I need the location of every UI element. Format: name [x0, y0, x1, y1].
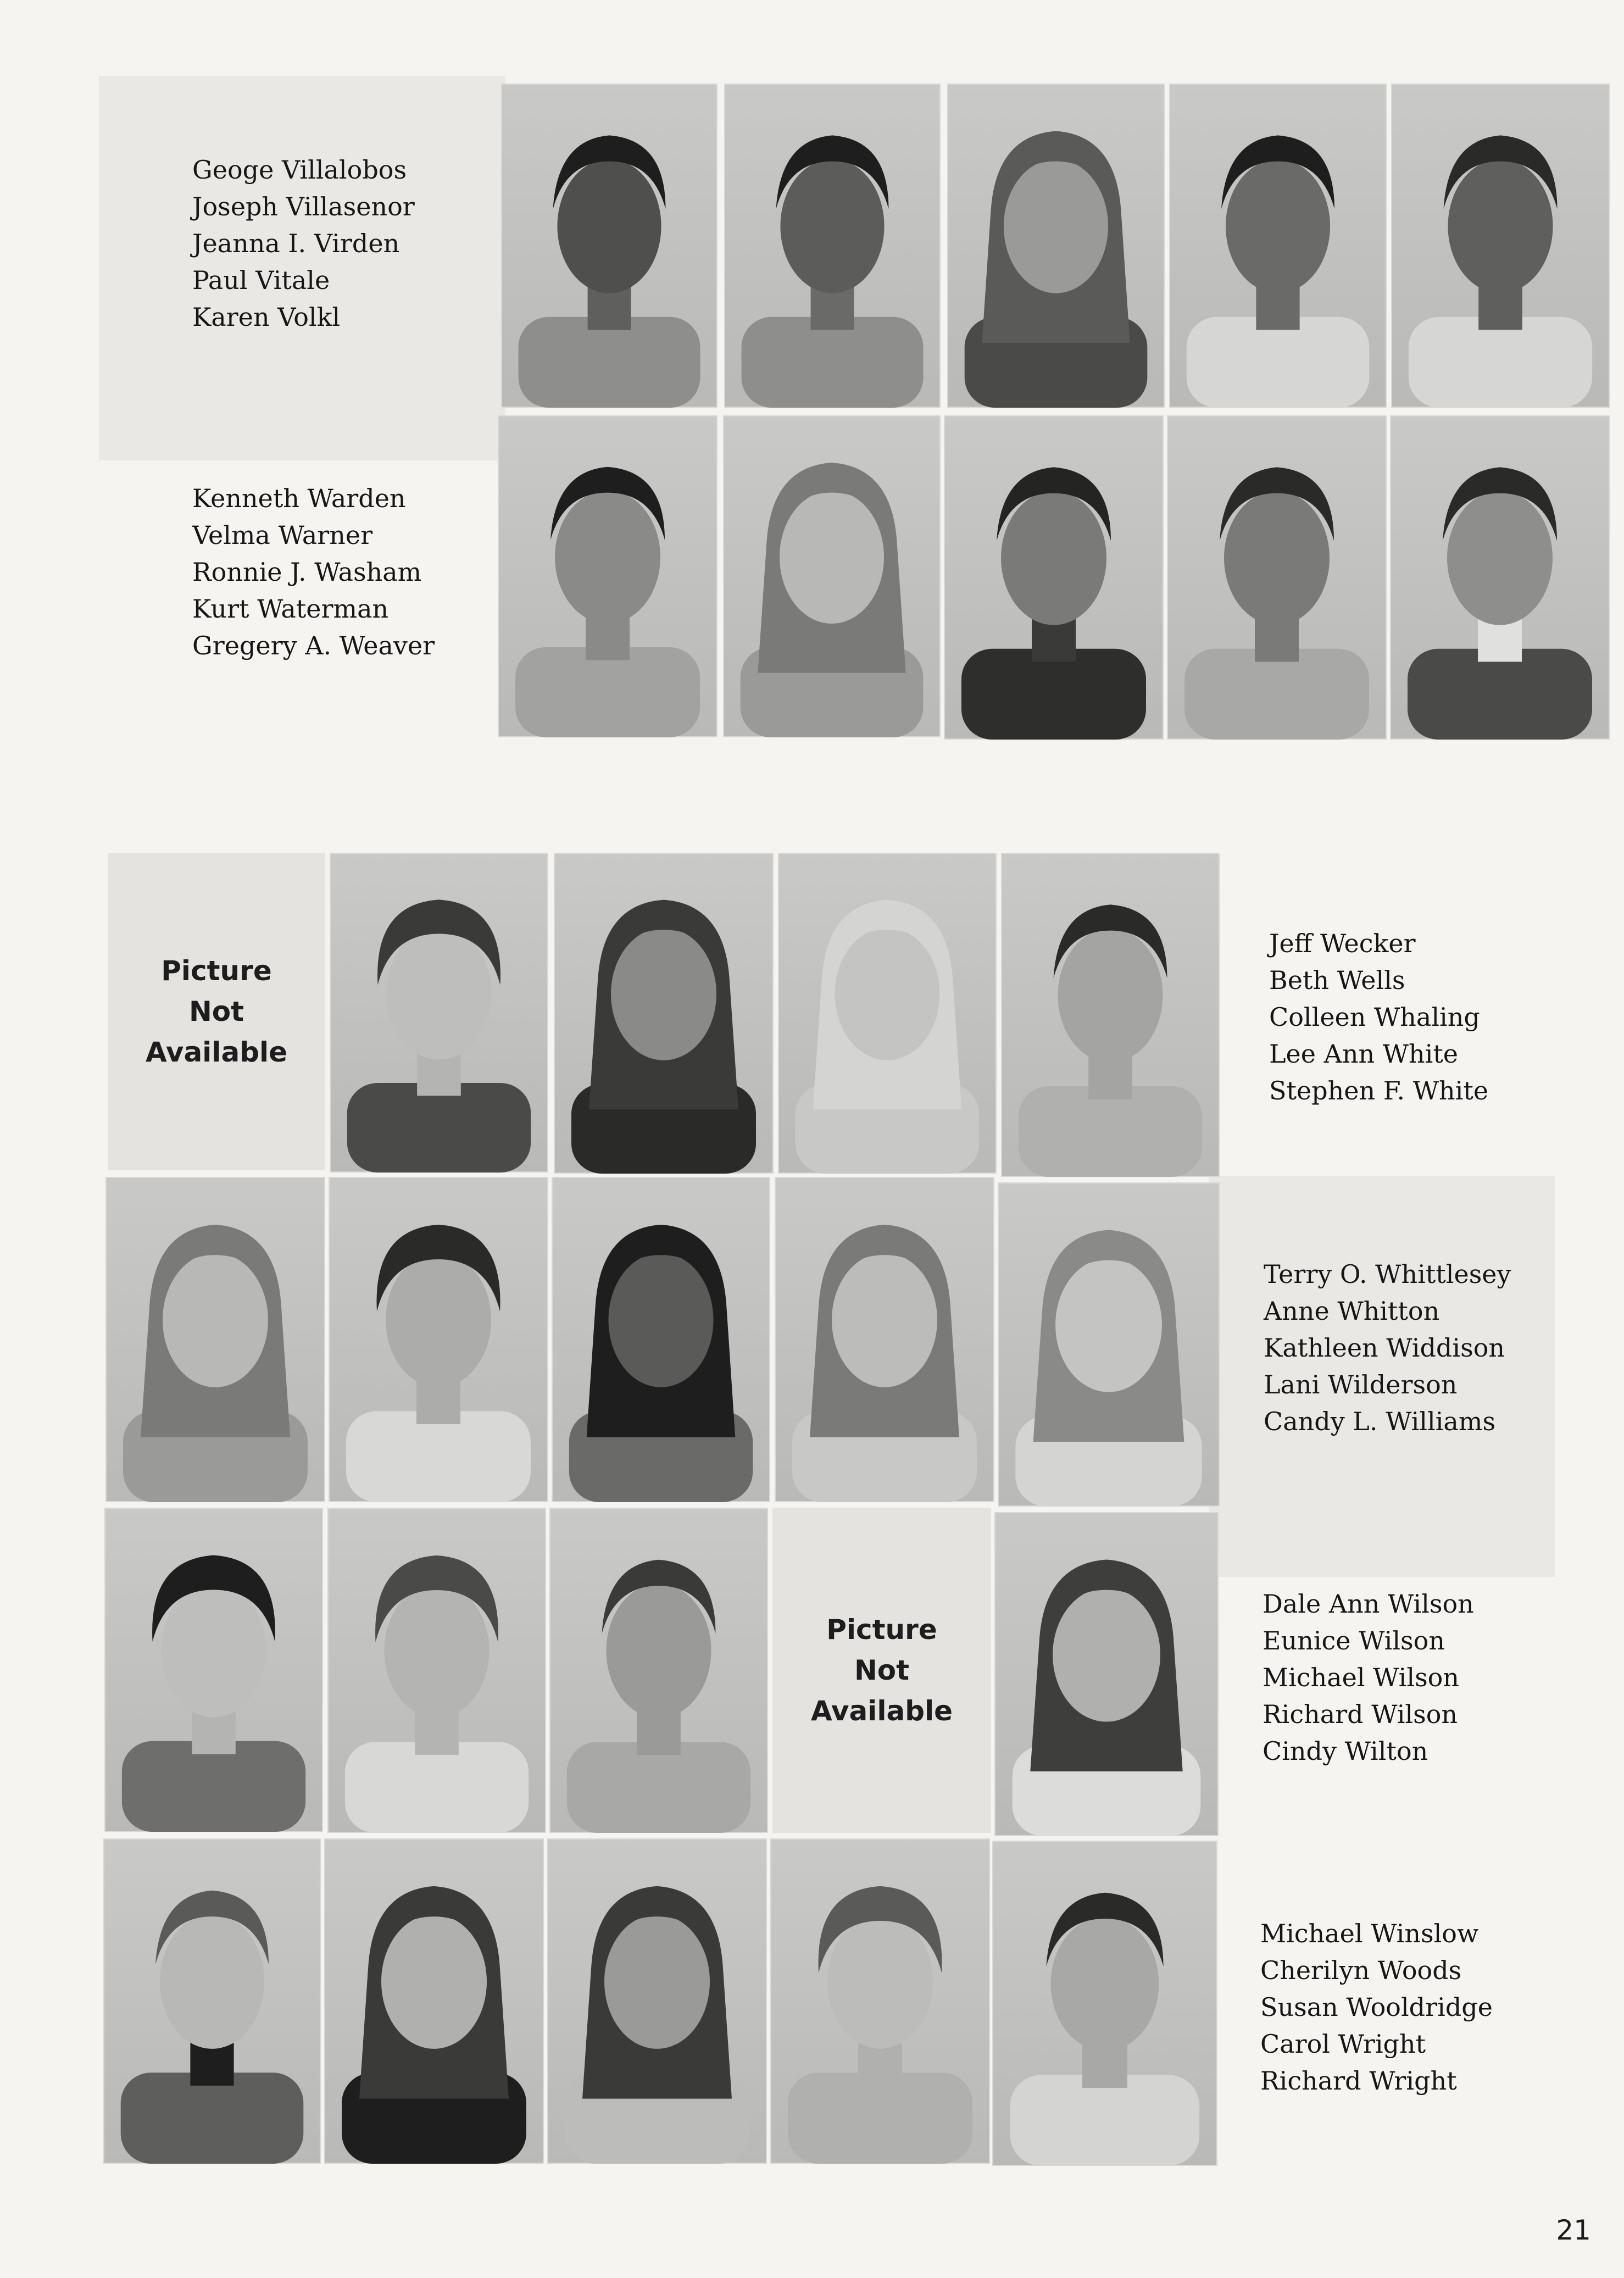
student-name: Ronnie J. Washam	[192, 557, 422, 587]
student-name: Geoge Villalobos	[192, 155, 407, 185]
picture-not-available: Picture Not Available	[772, 1508, 991, 1833]
student-name: Paul Vitale	[192, 265, 330, 295]
student-photo	[992, 1841, 1217, 2166]
student-photo	[723, 415, 941, 737]
student-name: Cindy Wilton	[1263, 1736, 1428, 1766]
student-photo	[498, 415, 718, 737]
student-name: Anne Whitton	[1264, 1296, 1440, 1326]
student-photo	[1001, 853, 1220, 1177]
student-name: Velma Warner	[192, 520, 373, 550]
student-photo	[549, 1508, 768, 1833]
student-photo	[104, 1508, 323, 1832]
student-photo	[329, 1177, 548, 1502]
student-photo	[778, 853, 997, 1174]
student-photo	[724, 84, 941, 408]
student-photo	[947, 84, 1165, 408]
student-name: Stephen F. White	[1269, 1076, 1489, 1105]
picture-not-available: Picture Not Available	[108, 853, 325, 1170]
student-name: Jeanna I. Virden	[192, 229, 400, 258]
student-name: Michael Winslow	[1260, 1919, 1479, 1948]
student-photo	[1167, 415, 1387, 740]
student-name: Dale Ann Wilson	[1263, 1589, 1474, 1619]
student-name: Beth Wells	[1269, 965, 1405, 995]
student-photo	[770, 1838, 990, 2164]
student-photo	[105, 1177, 325, 1502]
student-name: Jeff Wecker	[1269, 929, 1416, 958]
name-list-row-5	[1263, 1586, 1474, 1770]
student-name: Candy L. Williams	[1264, 1407, 1496, 1436]
student-photo	[994, 1512, 1219, 1836]
student-name: Richard Wilson	[1263, 1699, 1458, 1729]
student-name: Kathleen Widdison	[1264, 1333, 1505, 1363]
student-name: Joseph Villasenor	[192, 192, 415, 221]
name-list-row-4	[1264, 1256, 1511, 1440]
student-photo	[327, 1508, 546, 1833]
name-list-row-1	[192, 152, 415, 336]
student-photo	[324, 1838, 544, 2164]
student-photo	[1169, 84, 1387, 408]
student-name: Gregery A. Weaver	[192, 631, 435, 660]
name-list-row-2	[192, 480, 435, 664]
student-photo	[1391, 84, 1610, 408]
student-name: Kenneth Warden	[192, 484, 406, 513]
student-name: Susan Wooldridge	[1260, 1992, 1493, 2022]
student-photo	[103, 1838, 321, 2164]
student-photo	[554, 853, 774, 1174]
student-name: Lani Wilderson	[1264, 1370, 1458, 1399]
page-number: 21	[1556, 2214, 1591, 2246]
student-name: Richard Wright	[1260, 2066, 1457, 2096]
student-photo	[1390, 415, 1610, 740]
student-photo	[552, 1177, 770, 1502]
student-name: Michael Wilson	[1263, 1663, 1460, 1692]
student-name: Kurt Waterman	[192, 594, 389, 624]
name-list-row-3	[1269, 925, 1488, 1109]
student-name: Eunice Wilson	[1263, 1626, 1445, 1655]
student-photo	[501, 84, 718, 408]
student-photo	[944, 415, 1164, 740]
student-photo	[998, 1182, 1220, 1507]
student-name: Terry O. Whittlesey	[1264, 1259, 1511, 1289]
student-name: Lee Ann White	[1269, 1039, 1459, 1069]
student-photo	[547, 1838, 767, 2164]
student-photo	[775, 1177, 994, 1502]
name-list-row-6	[1260, 1915, 1493, 2099]
student-name: Colleen Whaling	[1269, 1002, 1480, 1032]
student-name: Carol Wright	[1260, 2029, 1426, 2059]
student-name: Karen Volkl	[192, 302, 341, 332]
student-photo	[330, 853, 548, 1173]
student-name: Cherilyn Woods	[1260, 1955, 1462, 1985]
